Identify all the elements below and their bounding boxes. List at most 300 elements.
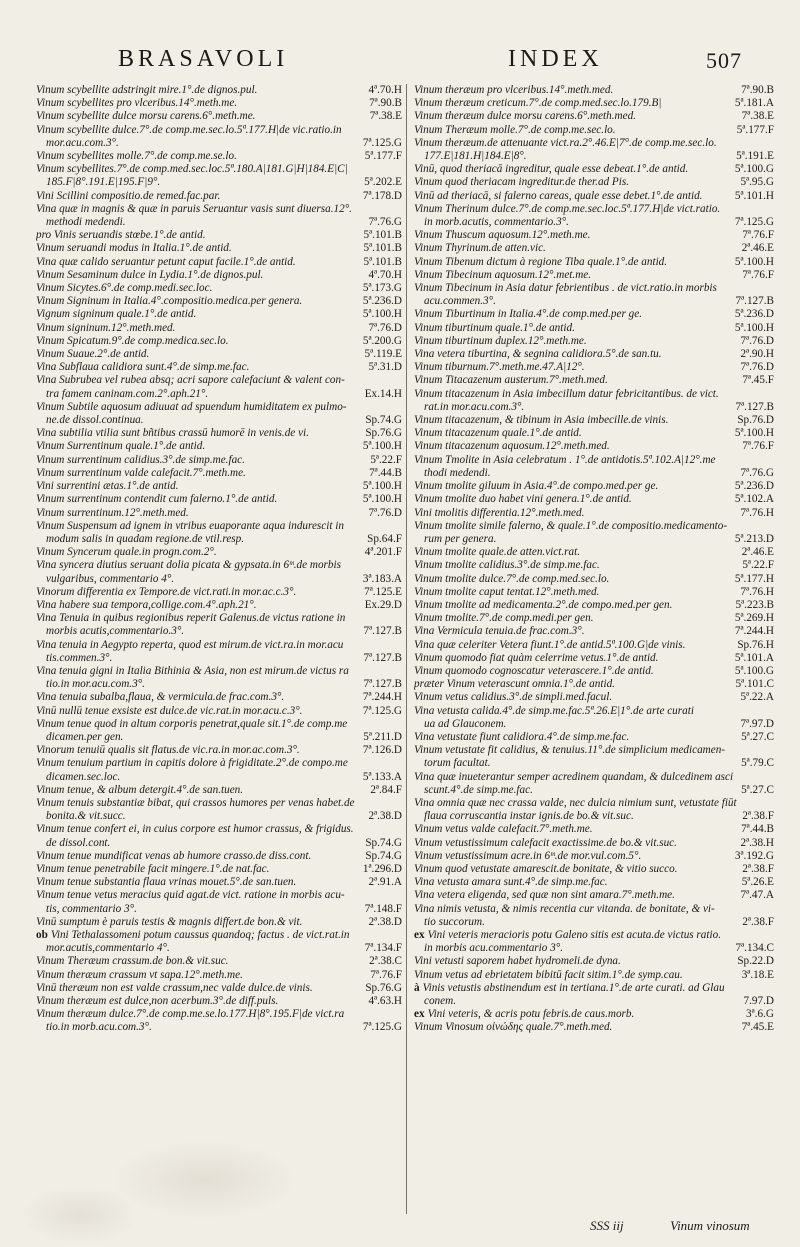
index-column-right <box>414 84 774 1212</box>
entry-reference: 5ª.269.H <box>734 612 774 625</box>
catchword: Vinum vinosum <box>670 1218 750 1233</box>
entry-heading: Vinum tenue, & album detergit.4°.de san.tuen. <box>36 783 244 796</box>
index-entry <box>36 203 402 216</box>
index-entry <box>36 665 402 678</box>
entry-heading: Vinum tenuis substantiæ bibat, qui crassos humores per venas habet.de <box>36 796 355 809</box>
entry-heading: Vini veteris meracioris potu Galeno sitis est acuta.de victus ratio. <box>427 929 721 941</box>
entry-heading: Vini veteris, & acris potu febris.de caus.morb. <box>427 1008 635 1021</box>
entry-text <box>414 705 770 718</box>
entry-text <box>36 124 398 137</box>
entry-text <box>424 467 736 480</box>
running-head-right: INDEX <box>508 46 603 72</box>
entry-heading: Vinum vetustissimum acre.in 6ᵐ.de mor.vul.com.5°. <box>414 849 642 862</box>
index-entry <box>414 256 774 269</box>
entry-text <box>414 163 731 176</box>
entry-reference: 2ª.38.F <box>742 810 774 823</box>
entry-heading: vulgaribus, commentario 4°. <box>46 572 175 585</box>
entry-heading: in morb.acutis, commentario.3°. <box>424 216 569 229</box>
entry-heading: Vinum Titacazenum austerum.7°.meth.med. <box>414 374 608 387</box>
entry-text <box>36 401 398 414</box>
entry-reference: 5ª.101.C <box>735 678 774 691</box>
entry-reference: 5ª.26.E <box>741 876 774 889</box>
index-entry <box>414 242 774 255</box>
entry-reference: Sp.76.G <box>365 981 402 994</box>
entry-reference: 5ª.181.A <box>734 97 774 110</box>
entry-reference: 1ª.296.D <box>362 862 402 875</box>
index-entry <box>414 97 774 110</box>
entry-reference: 5ª.100.H <box>734 321 774 334</box>
index-entry <box>414 480 774 493</box>
entry-text <box>424 810 738 823</box>
entry-text <box>36 282 359 295</box>
index-entry <box>36 110 402 123</box>
entry-reference: 2ª.38.F <box>742 862 774 875</box>
index-entry <box>414 137 774 150</box>
entry-heading: rat.in mor.acu.com.3°. <box>424 400 525 413</box>
entry-text <box>414 137 770 150</box>
entry-reference: 7ª.125.E <box>364 585 402 598</box>
entry-heading: rum per genera. <box>424 532 497 545</box>
index-entry-continuation <box>36 216 402 229</box>
entry-heading: Vini tmolitis differentia.12°.meth.med. <box>414 506 585 519</box>
index-entry <box>414 691 774 704</box>
index-entry <box>36 401 402 414</box>
entry-heading: Vina quæ in magnis & quæ in paruis Seruantur vasis sunt diuersa.12°. <box>36 202 352 215</box>
entry-text <box>414 652 731 665</box>
index-entry <box>36 467 402 480</box>
entry-heading: Vina tenuia in Aegypto reperta, quod est mirum.de vict.ra.in mor.acu <box>36 638 344 651</box>
entry-reference: 7ª.178.D <box>362 189 402 202</box>
entry-reference: 5ª.79.C <box>741 757 774 770</box>
entry-reference: 5ª.177.F <box>364 150 402 163</box>
index-entry <box>414 348 774 361</box>
entry-heading: Vinum quod vetustate amarescit.de bonitate, & vitio succo. <box>414 862 678 875</box>
entry-heading: Vina habere sua tempora,collige.com.4°.aph.21°. <box>36 598 257 611</box>
entry-text <box>36 335 359 348</box>
entry-text <box>414 388 770 401</box>
index-entry <box>36 427 402 440</box>
entry-reference: 5ª.100.H <box>734 255 774 268</box>
entry-heading: tis, commentario 3°. <box>46 902 137 915</box>
index-entry <box>414 335 774 348</box>
entry-text <box>414 520 770 533</box>
entry-text <box>36 467 365 480</box>
entry-heading: Vinum vetustissimum calefacit exactissime.de bo.& vit.suc. <box>414 836 677 849</box>
entry-reference: 7ª.76.H <box>740 506 774 519</box>
index-entry <box>414 665 774 678</box>
entry-heading: Vinum scybellites.7°.de comp.med.sec.loc.5ª.180.A|181.G|H|184.E|C| <box>36 163 348 176</box>
entry-heading: Vinum theræum crassum vt sapa.12°.meth.me. <box>36 968 243 981</box>
entry-text <box>414 440 738 453</box>
entry-heading: Vina vetera tiburtina, & segnina calidiora.5°.de san.tu. <box>414 348 662 361</box>
entry-heading: Vinum Syncerum quale.in progn.com.2°. <box>36 546 217 559</box>
entry-heading: Vinum tmolite.7°.de comp.medi.per gen. <box>414 612 594 625</box>
entry-heading: Vinum scybellite dulce morsu carens.6°.meth.me. <box>36 110 256 123</box>
index-entry <box>414 837 774 850</box>
index-entry-continuation <box>414 757 774 770</box>
index-entry <box>36 1008 402 1021</box>
entry-text <box>46 810 364 823</box>
entry-text <box>36 665 398 678</box>
entry-reference: 7ª.76.F <box>742 229 774 242</box>
index-entry <box>414 1021 774 1034</box>
entry-text <box>36 242 359 255</box>
entry-heading: Vinum seruandi modus in Italia.1°.de antid. <box>36 242 232 255</box>
index-entry <box>36 969 402 982</box>
entry-reference: 7ª.76.G <box>368 216 402 229</box>
index-entry <box>36 995 402 1008</box>
entry-heading: de dissol.cont. <box>46 836 111 849</box>
entry-text <box>414 903 770 916</box>
index-entry <box>36 242 402 255</box>
entry-reference: 7ª.125.G <box>362 704 402 717</box>
index-entry-continuation <box>36 388 402 401</box>
entry-reference: 4ª.70.H <box>368 268 402 281</box>
entry-reference: 7ª.127.B <box>735 295 774 308</box>
entry-heading: Vina omnia quæ nec crassa valde, nec dulcia nimium sunt, vetustate fiūt <box>414 796 737 809</box>
entry-heading: torum facultat. <box>424 757 491 770</box>
entry-reference: Sp.76.G <box>365 427 402 440</box>
entry-text <box>46 388 361 401</box>
entry-text <box>36 163 398 176</box>
entry-reference: 7ª.126.D <box>362 744 402 757</box>
entry-reference: 5ª.101.B <box>363 242 402 255</box>
index-entry <box>36 269 402 282</box>
entry-text <box>36 190 359 203</box>
entry-heading: Vinorum tenuiū qualis sit flatus.de vic.ra.in mor.ac.com.3°. <box>36 744 300 757</box>
entry-heading: Vinum tiburtinum duplex.12°.meth.me. <box>414 334 587 347</box>
entry-heading: Vina vetusta amara sunt.4°.de simp.me.fac. <box>414 876 608 889</box>
entry-reference: 5ª.27.C <box>741 730 774 743</box>
entry-text <box>36 599 361 612</box>
index-entry <box>36 348 402 361</box>
entry-text <box>414 969 738 982</box>
index-entry-continuation <box>36 1021 402 1034</box>
entry-text <box>36 520 398 533</box>
entry-reference: Sp.74.G <box>365 414 402 427</box>
entry-reference: 5ª.31.D <box>368 361 402 374</box>
entry-heading: Vinum Signinum in Italia.4°.compositio.medica.per genera. <box>36 295 303 308</box>
entry-text <box>424 916 738 929</box>
entry-reference: 7ª.76.D <box>740 334 774 347</box>
entry-heading: Vinū theræum non est valde crassum,nec valde dulce.de vinis. <box>36 981 313 994</box>
entry-heading: ua ad Glauconem. <box>424 717 507 730</box>
index-entry-continuation <box>36 837 402 850</box>
entry-text <box>46 903 361 916</box>
entry-heading: Vina Tenuia in quibus regionibus reperit Galenus.de victus ratione in <box>36 612 346 625</box>
entry-reference: Sp.22.D <box>737 955 774 968</box>
index-entry <box>414 639 774 652</box>
index-entry <box>36 150 402 163</box>
entry-heading: tio succorum. <box>424 915 485 928</box>
index-entry-continuation <box>414 150 774 163</box>
index-entry <box>36 797 402 810</box>
entry-text <box>36 493 359 506</box>
entry-text <box>414 190 731 203</box>
index-entry <box>414 84 774 97</box>
entry-reference: 7ª.44.B <box>369 466 402 479</box>
entry-heading: Vinum theræum dulce.7°.de comp.me.se.lo.177.H|8°.195.F|de vict.ra <box>36 1008 345 1021</box>
entry-heading: Vinum Suspensum ad ignem in vtribus euaporante aqua indurescit in <box>36 519 344 532</box>
entry-text <box>46 771 359 784</box>
entry-text <box>414 823 737 836</box>
entry-reference: 7ª.125.G <box>362 1021 402 1034</box>
index-entry <box>414 678 774 691</box>
entry-reference: 5ª.100.H <box>362 480 402 493</box>
entry-heading: Vinum theræum dulce morsu carens.6°.meth.med. <box>414 110 636 123</box>
entry-heading: Vinū ad theriacā, si falerno careas, quale esse debet.1°.de antid. <box>414 189 703 202</box>
entry-reference: 5ª.100.H <box>734 427 774 440</box>
entry-text <box>414 850 731 863</box>
entry-heading: Vini surrentini ætas.1°.de antid. <box>36 480 179 493</box>
index-entry <box>414 361 774 374</box>
index-entry <box>36 889 402 902</box>
entry-reference: 2ª.46.E <box>741 242 774 255</box>
index-entry-continuation <box>36 137 402 150</box>
index-entry <box>414 520 774 533</box>
entry-reference: 5ª.236.D <box>734 480 774 493</box>
index-entry <box>414 559 774 572</box>
entry-heading: Vinum tmolite caput tentat.12°.meth.med. <box>414 585 600 598</box>
entry-text <box>414 876 738 889</box>
entry-heading: Vinum theræum.de attenuante vict.ra.2°.46.E|7°.de comp.me.sec.lo. <box>414 136 717 149</box>
index-entry <box>414 163 774 176</box>
entry-text <box>414 414 733 427</box>
entry-reference: 5ª.223.B <box>735 598 774 611</box>
entry-text <box>424 757 737 770</box>
index-entry <box>36 982 402 995</box>
entry-text <box>36 639 398 652</box>
entry-reference: 2ª.90.H <box>740 348 774 361</box>
index-entry <box>36 454 402 467</box>
entry-text <box>414 797 770 810</box>
entry-heading: conem. <box>424 995 456 1008</box>
index-entry-continuation <box>36 731 402 744</box>
entry-heading: Vinum Subtile aquosum adiuuat ad spuendum humiditatem ex pulmo- <box>36 400 347 413</box>
entry-heading: Vina syncera diutius seruant dolia picata & gypsata.in 6ᵐ.de morbis <box>36 559 341 572</box>
entry-text <box>414 889 736 902</box>
index-entry <box>414 652 774 665</box>
entry-reference: 4ª.201.F <box>364 546 402 559</box>
entry-reference: Ex.29.D <box>364 598 402 611</box>
entry-reference: 3ª.183.A <box>362 572 402 585</box>
entry-text <box>46 216 364 229</box>
entry-text <box>36 203 398 216</box>
index-entry <box>414 625 774 638</box>
entry-heading: Vinum quomodo cognoscatur veterascere.1°.de antid. <box>414 664 654 677</box>
entry-text <box>414 374 738 387</box>
index-entry <box>36 190 402 203</box>
index-entry <box>36 229 402 242</box>
entry-text <box>46 573 359 586</box>
entry-reference: 5ª.177.F <box>736 123 774 136</box>
entry-text <box>36 150 361 163</box>
entry-text <box>46 533 363 546</box>
entry-text <box>414 229 738 242</box>
entry-reference: 7ª.134.F <box>364 942 402 955</box>
entry-text <box>414 771 770 784</box>
entry-text <box>414 691 736 704</box>
entry-text <box>46 942 361 955</box>
index-entry <box>414 612 774 625</box>
index-entry-continuation <box>36 678 402 691</box>
entry-marker: ex <box>414 1008 425 1021</box>
index-entry <box>414 797 774 810</box>
entry-heading: Vinū nullū tenue exsiste est dulce.de vic.rat.in mor.acu.c.3°. <box>36 704 303 717</box>
entry-reference: 5ª.22.A <box>740 691 774 704</box>
entry-heading: Vinum titacazenum, & tibinum in Asia imbecille.de vinis. <box>414 414 669 427</box>
index-entry-continuation <box>36 771 402 784</box>
entry-heading: scunt.4°.de simp.me.fac. <box>424 783 533 796</box>
entry-reference: 7ª.44.B <box>741 823 774 836</box>
entry-heading: modum salis in quadam regione.de vtil.resp. <box>46 532 245 545</box>
entry-heading: Vignum signinum quale.1°.de antid. <box>36 308 197 321</box>
entry-text <box>424 718 736 731</box>
entry-text <box>414 242 738 255</box>
entry-reference: Sp.76.D <box>737 414 774 427</box>
index-entry <box>36 440 402 453</box>
entry-heading: Vinum tiburtinum quale.1°.de antid. <box>414 321 575 334</box>
entry-reference: 7ª.244.H <box>734 625 774 638</box>
entry-heading: Vina Vermicula tenuia.de frac.com.3°. <box>414 625 585 638</box>
entry-text <box>414 480 731 493</box>
entry-text <box>36 889 398 902</box>
entry-reference: Sp.64.F <box>367 532 402 545</box>
index-entry-continuation <box>414 784 774 797</box>
entry-heading: dicamen.sec.loc. <box>46 770 121 783</box>
entry-reference: 7ª.127.B <box>363 651 402 664</box>
entry-text <box>424 942 731 955</box>
index-entry <box>414 705 774 718</box>
entry-text <box>46 176 360 189</box>
entry-heading: Vini vetusti saporem habet hydromeli.de dyna. <box>414 955 621 968</box>
entry-text <box>414 837 736 850</box>
entry-heading: Vinum theræum pro vlceribus.14°.meth.med. <box>414 84 614 96</box>
signature-mark: SSS iij <box>590 1218 624 1233</box>
entry-reference: 5ª.213.D <box>734 532 774 545</box>
index-entry-continuation <box>36 573 402 586</box>
entry-heading: Vinum tenue penetrabile facit mingere.1°.de nat.fac. <box>36 862 270 875</box>
entry-reference: 5ª.200.G <box>362 334 402 347</box>
entry-heading: Vinum tmolite ad medicamenta.2°.de compo.med.per gen. <box>414 598 673 611</box>
entry-text <box>424 784 737 797</box>
entry-heading: Vinum quomodo fiat quàm celerrime vetus.1°.de antid. <box>414 651 659 664</box>
entry-reference: Sp.74.G <box>365 849 402 862</box>
index-entry-continuation <box>36 652 402 665</box>
index-entry-continuation <box>414 810 774 823</box>
entry-reference: Sp.76.H <box>737 638 774 651</box>
entry-text <box>36 850 361 863</box>
entry-reference: 5ª.119.E <box>364 348 402 361</box>
entry-text <box>414 256 731 269</box>
entry-text <box>414 84 737 97</box>
index-entry <box>414 374 774 387</box>
index-entry <box>36 295 402 308</box>
entry-text <box>36 322 364 335</box>
entry-heading: Vinum tmolite quale.de atten.vict.rat. <box>414 546 581 559</box>
entry-heading: Vinum Tmolite in Asia celebratum . 1°.de antidotis.5ª.102.A|12°.me <box>414 453 716 466</box>
index-entry <box>414 573 774 586</box>
entry-heading: Vinis vetustis abstinendum est in tertiana.1°.de arte curati. ad Glau <box>422 981 725 994</box>
index-entry <box>414 744 774 757</box>
entry-heading: Vina quæ calido seruantur petunt caput facile.1°.de antid. <box>36 255 296 268</box>
entry-heading: tra famem caninam.com.2°.aph.21°. <box>46 387 209 400</box>
entry-heading: Vinum theræum creticum.7°.de comp.med.sec.lo.179.B| <box>414 97 662 110</box>
entry-heading: Vinum Theræum molle.7°.de comp.me.sec.lo. <box>414 123 616 136</box>
entry-heading: acu.commen.3°. <box>424 295 496 308</box>
index-entry <box>414 308 774 321</box>
entry-heading: pro Vinis seruandis stœbe.1°.de antid. <box>36 229 206 242</box>
entry-text <box>414 929 770 942</box>
entry-text <box>414 348 736 361</box>
index-entry <box>414 414 774 427</box>
entry-reference: 5ª.101.B <box>363 255 402 268</box>
index-entry <box>36 507 402 520</box>
entry-reference: 4ª.63.H <box>368 995 402 1008</box>
entry-text <box>424 533 731 546</box>
index-entry <box>414 599 774 612</box>
entry-heading: tio.in mor.acu.com.3°. <box>46 678 145 691</box>
entry-text <box>36 97 365 110</box>
entry-heading: Vinum surrentinum.12°.meth.med. <box>36 506 189 519</box>
entry-reference: 5ª.133.A <box>362 770 402 783</box>
index-entry <box>414 929 774 942</box>
entry-text <box>36 361 364 374</box>
entry-text <box>36 876 364 889</box>
index-entry <box>414 282 774 295</box>
entry-heading: Vinum Suaue.2°.de antid. <box>36 348 150 361</box>
entry-heading: Vinum Surrentinum quale.1°.de antid. <box>36 440 206 453</box>
entry-text <box>36 295 359 308</box>
index-entry <box>36 546 402 559</box>
index-entry-continuation <box>414 916 774 929</box>
footer-line <box>590 1218 750 1234</box>
index-entry <box>36 282 402 295</box>
entry-reference: 5ª.100.H <box>362 308 402 321</box>
index-entry-continuation <box>36 176 402 189</box>
index-entry <box>36 322 402 335</box>
index-entry <box>414 124 774 137</box>
entry-text <box>36 797 398 810</box>
index-entry <box>36 84 402 97</box>
index-entry <box>36 256 402 269</box>
entry-text <box>414 1008 742 1021</box>
index-entry <box>414 427 774 440</box>
entry-text <box>424 216 731 229</box>
entry-reference: 2ª.46.E <box>741 546 774 559</box>
entry-heading: Vinum theræum est dulce,non acerbum.3°.de diff.puls. <box>36 995 279 1008</box>
entry-reference: 3ª.192.G <box>734 849 774 862</box>
entry-reference: 5ª.27.C <box>741 783 774 796</box>
entry-heading: Vinum tmolite calidius.3°.de simp.me.fac. <box>414 559 600 572</box>
entry-heading: Vina Subrubea vel rubea absq; acri sapore calefaciunt & valent con- <box>36 374 345 387</box>
entry-text <box>36 374 398 387</box>
entry-text <box>414 361 736 374</box>
entry-text <box>414 269 738 282</box>
entry-heading: Vini Scillini compositio.de remed.fac.par. <box>36 189 221 202</box>
index-entry <box>36 559 402 572</box>
index-entry-continuation <box>414 533 774 546</box>
entry-heading: Vina tenuia gigni in Italia Bithinia & Asia, non est mirum.de victus ra <box>36 664 349 677</box>
index-entry <box>414 454 774 467</box>
entry-heading: Vinum vetustate fit calidius, & tenuius.11°.de simplicium medicamen- <box>414 744 726 757</box>
index-entry <box>36 97 402 110</box>
entry-text <box>36 823 398 836</box>
entry-text <box>36 427 361 440</box>
entry-text <box>36 308 359 321</box>
entry-text <box>36 256 359 269</box>
index-entry <box>414 731 774 744</box>
